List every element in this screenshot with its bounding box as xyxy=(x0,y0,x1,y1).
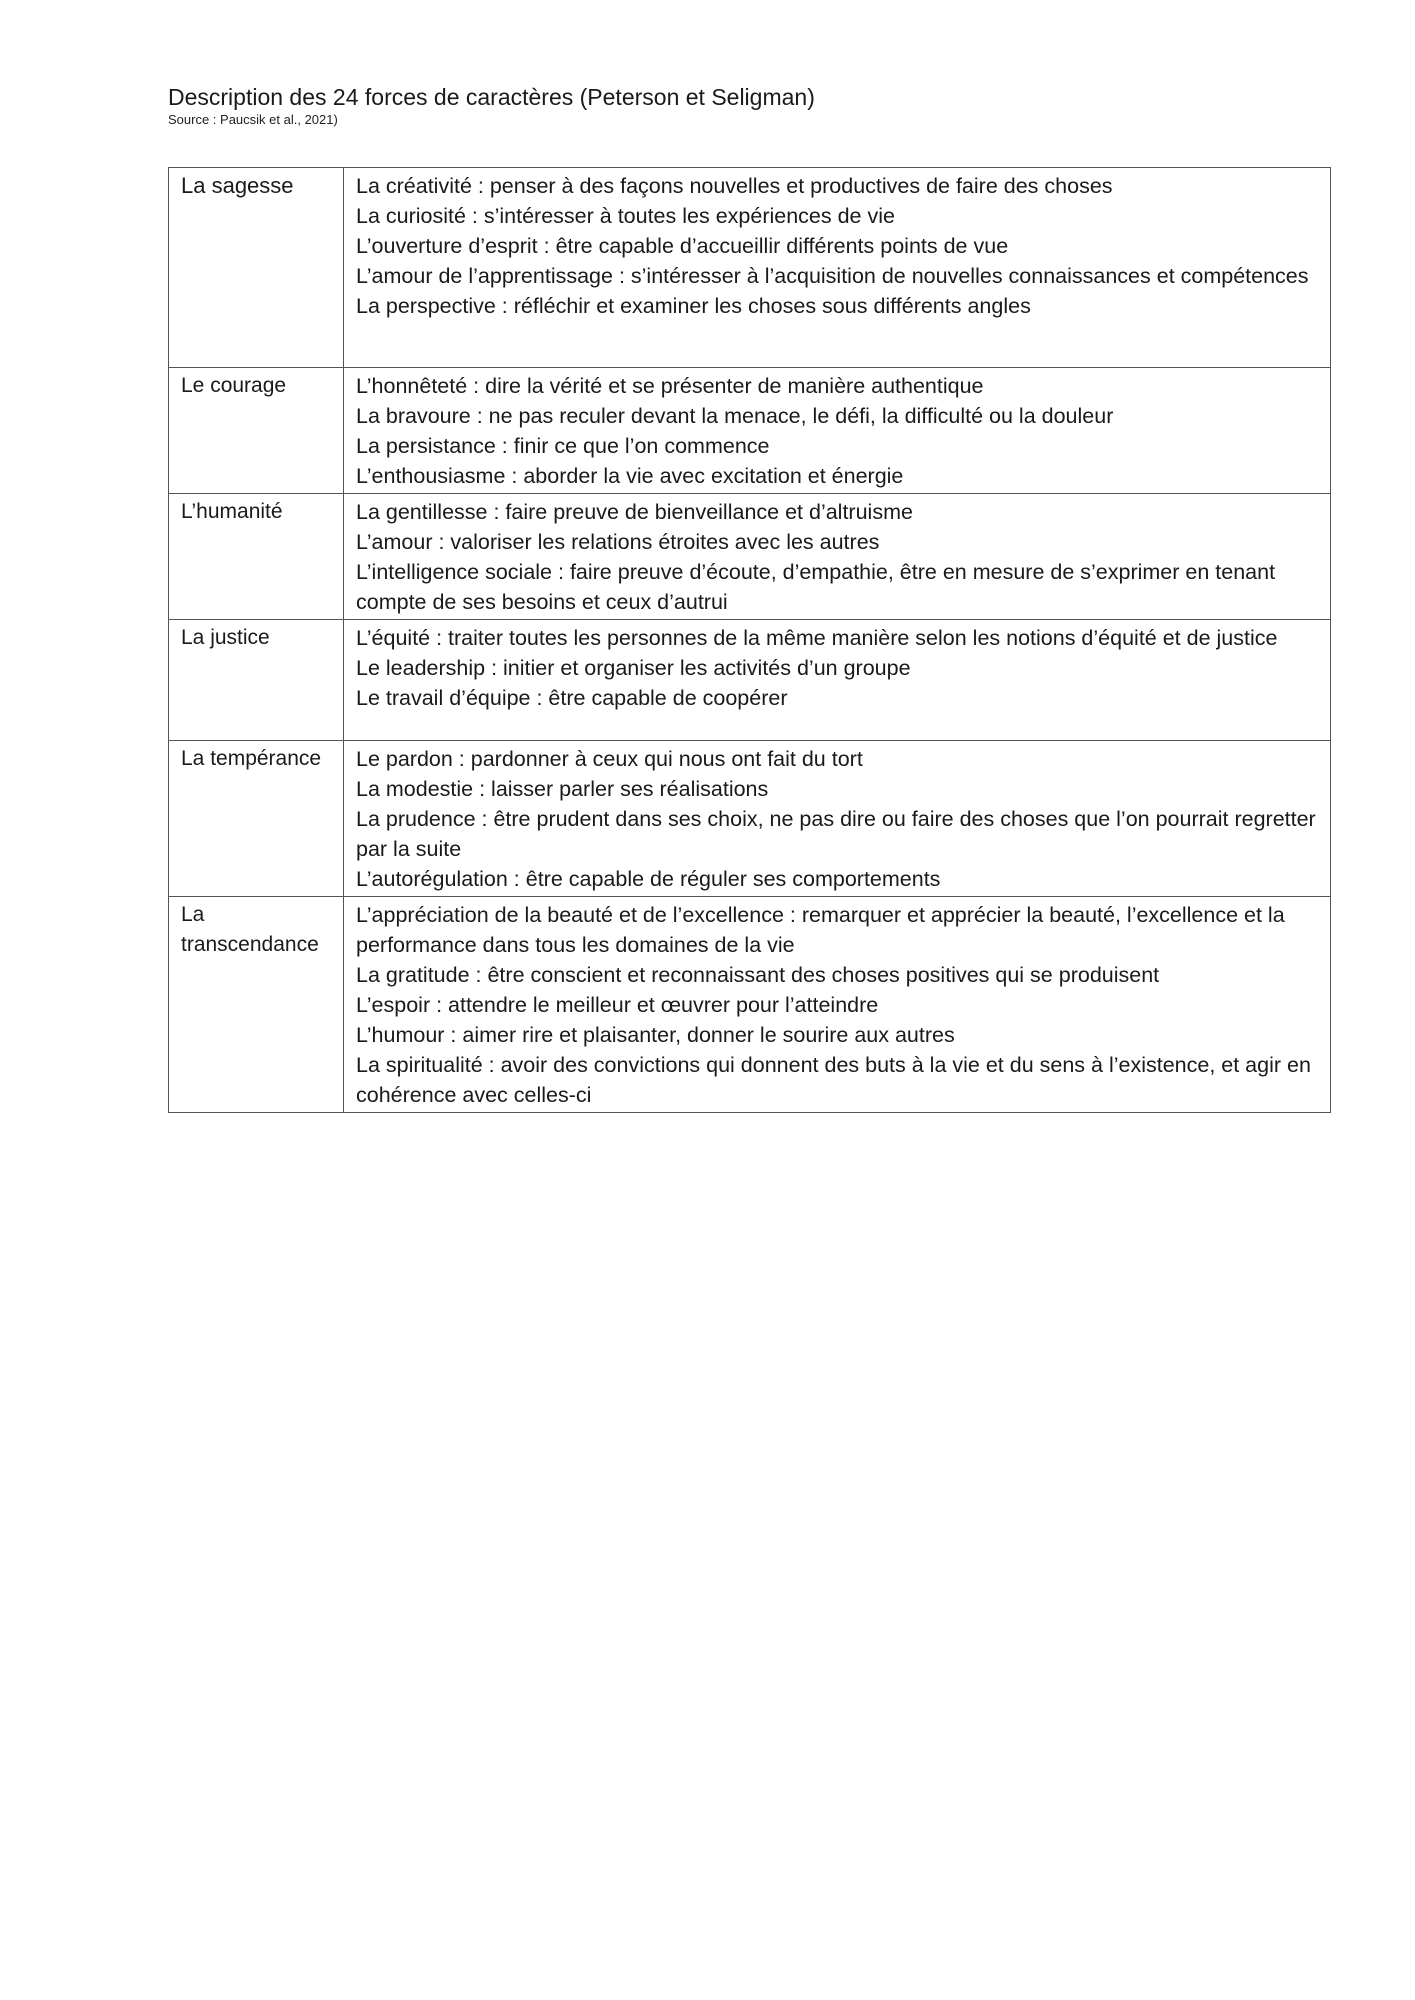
virtue-cell: Le courage xyxy=(169,368,344,494)
strengths-cell xyxy=(344,897,1331,1113)
strength-item: La gentillesse : faire preuve de bienveillance et d’altruisme xyxy=(356,500,913,524)
strength-item: L’espoir : attendre le meilleur et œuvrer pour l’atteindre xyxy=(356,993,879,1017)
strength-item: Le leadership : initier et organiser les activités d’un groupe xyxy=(356,656,911,680)
strength-item: La curiosité : s’intéresser à toutes les expériences de vie xyxy=(356,204,895,228)
strengths-cell xyxy=(344,494,1331,620)
strengths-cell xyxy=(344,168,1331,368)
table-row xyxy=(169,741,1331,897)
strength-item: La bravoure : ne pas reculer devant la menace, le défi, la difficulté ou la douleur xyxy=(356,404,1114,428)
virtue-cell: La transcendance xyxy=(169,897,344,1113)
strength-item: L’enthousiasme : aborder la vie avec excitation et énergie xyxy=(356,464,904,488)
table-row xyxy=(169,168,1331,368)
strength-item: L’appréciation de la beauté et de l’excellence : remarquer et apprécier la beauté, l’excellence et la performance dans tous les domaines de la vie xyxy=(356,903,1285,957)
strengths-cell xyxy=(344,368,1331,494)
virtue-cell: La sagesse xyxy=(169,168,344,368)
virtue-cell: La justice xyxy=(169,620,344,741)
strength-item: L’équité : traiter toutes les personnes de la même manière selon les notions d’équité et de justice xyxy=(356,626,1278,650)
strength-item: L’autorégulation : être capable de réguler ses comportements xyxy=(356,867,941,891)
virtue-cell: L’humanité xyxy=(169,494,344,620)
strength-item: La créativité : penser à des façons nouvelles et productives de faire des choses xyxy=(356,174,1113,198)
strength-item: L’honnêteté : dire la vérité et se présenter de manière authentique xyxy=(356,374,984,398)
strength-item: L’ouverture d’esprit : être capable d’accueillir différents points de vue xyxy=(356,234,1009,258)
virtue-cell: La tempérance xyxy=(169,741,344,897)
strengths-cell xyxy=(344,620,1331,741)
strength-item: Le pardon : pardonner à ceux qui nous ont fait du tort xyxy=(356,747,863,771)
strength-item: L’humour : aimer rire et plaisanter, donner le sourire aux autres xyxy=(356,1023,955,1047)
character-strengths-table xyxy=(168,167,1331,1113)
strength-item: L’amour de l’apprentissage : s’intéresser à l’acquisition de nouvelles connaissances et compétences xyxy=(356,264,1309,288)
table-row xyxy=(169,897,1331,1113)
strength-item: La prudence : être prudent dans ses choix, ne pas dire ou faire des choses que l’on pourrait regretter par la suite xyxy=(356,807,1316,861)
strengths-cell xyxy=(344,741,1331,897)
table-row xyxy=(169,368,1331,494)
strength-item: L’intelligence sociale : faire preuve d’écoute, d’empathie, être en mesure de s’exprimer en tenant compte de ses besoins et ceux d’autrui xyxy=(356,560,1276,614)
source-citation: Source : Paucsik et al., 2021) xyxy=(168,112,338,127)
table-row xyxy=(169,494,1331,620)
table-row xyxy=(169,620,1331,741)
strength-item: La modestie : laisser parler ses réalisations xyxy=(356,777,769,801)
strength-item: Le travail d’équipe : être capable de coopérer xyxy=(356,686,788,710)
strength-item: La persistance : finir ce que l’on commence xyxy=(356,434,770,458)
strength-item: La perspective : réfléchir et examiner les choses sous différents angles xyxy=(356,294,1031,318)
strength-item: L’amour : valoriser les relations étroites avec les autres xyxy=(356,530,880,554)
strength-item: La spiritualité : avoir des convictions qui donnent des buts à la vie et du sens à l’existence, et agir en cohérence avec celles-ci xyxy=(356,1053,1311,1107)
strength-item: La gratitude : être conscient et reconnaissant des choses positives qui se produisent xyxy=(356,963,1160,987)
document-title: Description des 24 forces de caractères (Peterson et Seligman) xyxy=(168,84,815,110)
